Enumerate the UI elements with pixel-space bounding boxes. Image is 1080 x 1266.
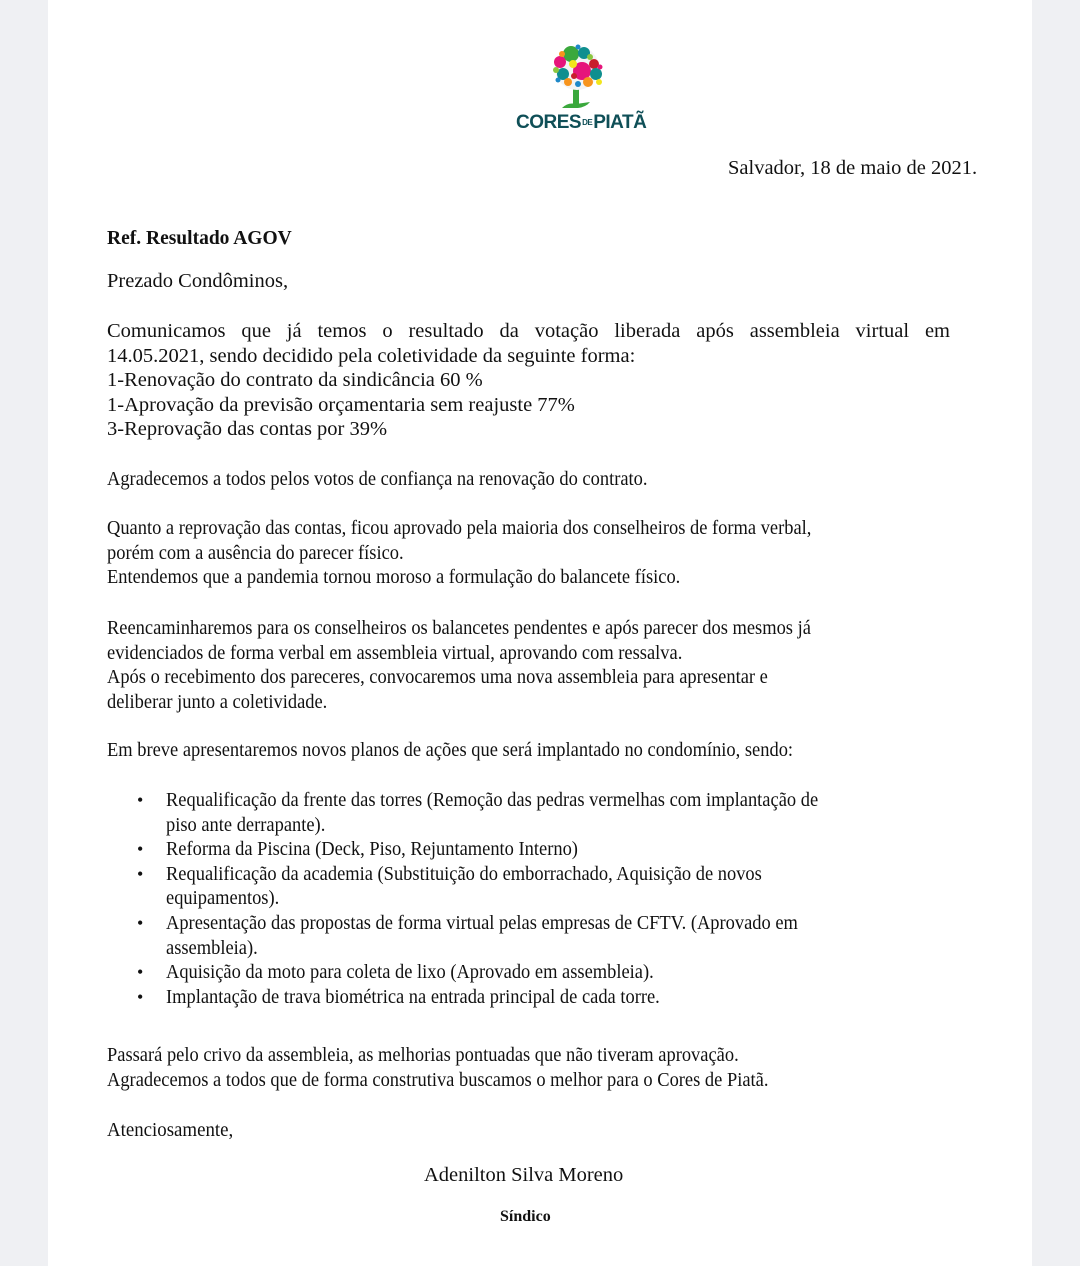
signer-title: Síndico xyxy=(500,1208,551,1225)
signoff-text: Atenciosamente, xyxy=(107,1119,234,1141)
forward-line-2: evidenciados de forma verbal em assembleia virtual, aprovando com ressalva. xyxy=(107,641,683,664)
forward-line-4: deliberar junto a coletividade. xyxy=(107,690,328,713)
list-item xyxy=(107,960,950,985)
plan-text-cont: equipamentos). xyxy=(166,887,280,910)
result-item: 3-Reprovação das contas por 39% xyxy=(107,418,388,441)
result-item: 1-Aprovação da previsão orçamentaria sem reajuste 77% xyxy=(107,393,575,416)
bullet-icon: • xyxy=(137,790,144,810)
forward-line-1: Reencaminharemos para os conselheiros os balancetes pendentes e após parecer dos mesmos já xyxy=(107,617,811,639)
reference-heading: Ref. Resultado AGOV xyxy=(107,228,292,249)
forward-paragraph xyxy=(107,616,889,714)
list-item xyxy=(107,837,950,862)
plans-intro-text: Em breve apresentaremos novos planos de ações que será implantado no condomínio, sendo: xyxy=(107,739,794,761)
list-item xyxy=(107,788,950,837)
accounts-line-2: porém com a ausência do parecer físico. xyxy=(107,541,404,564)
bullet-icon: • xyxy=(137,912,144,933)
plan-text-cont: piso ante derrapante). xyxy=(166,813,326,836)
signer-name: Adenilton Silva Moreno xyxy=(424,1164,624,1186)
bullet-icon: • xyxy=(137,863,144,884)
closing-paragraph xyxy=(107,1043,842,1092)
logo-word-piata: PIATÃ xyxy=(593,112,647,133)
accounts-paragraph xyxy=(107,516,890,590)
tree-logo-icon xyxy=(516,40,638,115)
bullet-icon: • xyxy=(137,839,144,860)
list-item xyxy=(107,985,950,1010)
intro-line-2: 14.05.2021, sendo decidido pela coletividade da seguinte forma: xyxy=(107,344,636,367)
plan-text: Requalificação da frente das torres (Remoção das pedras vermelhas com implantação de xyxy=(166,789,819,811)
intro-line-1: Comunicamos que já temos o resultado da votação liberada após assembleia virtual em xyxy=(107,320,950,342)
cores-de-piata-logo xyxy=(516,40,647,140)
action-plans-list xyxy=(107,788,950,1009)
forward-line-3: Após o recebimento dos pareceres, convocaremos uma nova assembleia para apresentar e xyxy=(107,666,768,689)
thanks-text: Agradecemos a todos pelos votos de confiança na renovação do contrato. xyxy=(107,468,648,490)
document-page xyxy=(48,0,1032,1266)
closing-line-1: Passará pelo crivo da assembleia, as melhorias pontuadas que não tiveram aprovação. xyxy=(107,1044,739,1066)
logo-wordmark xyxy=(516,112,647,134)
greeting: Prezado Condôminos, xyxy=(107,270,289,292)
plan-text: Aquisição da moto para coleta de lixo (Aprovado em assembleia). xyxy=(166,961,654,984)
accounts-line-3: Entendemos que a pandemia tornou moroso a formulação do balancete físico. xyxy=(107,566,681,589)
plan-text: Apresentação das propostas de forma virtual pelas empresas de CFTV. (Aprovado em xyxy=(166,911,798,934)
signoff xyxy=(107,1118,244,1143)
list-item xyxy=(107,862,950,911)
plan-text: Requalificação da academia (Substituição do emborrachado, Aquisição de novos xyxy=(166,862,762,885)
intro-paragraph xyxy=(107,319,950,442)
plan-text: Reforma da Piscina (Deck, Piso, Rejuntamento Interno) xyxy=(166,838,578,861)
plan-text-cont: assembleia). xyxy=(166,936,258,959)
logo-word-cores: CORES xyxy=(516,112,582,133)
plans-intro xyxy=(107,738,869,763)
logo-word-de: DE xyxy=(582,118,593,128)
date-line: Salvador, 18 de maio de 2021. xyxy=(728,157,978,179)
bullet-icon: • xyxy=(137,986,144,1007)
accounts-line-1: Quanto a reprovação das contas, ficou aprovado pela maioria dos conselheiros de forma verbal, xyxy=(107,517,812,539)
bullet-icon: • xyxy=(137,962,144,983)
thanks-paragraph xyxy=(107,467,708,492)
list-item xyxy=(107,911,950,960)
result-item: 1-Renovação do contrato da sindicância 60 % xyxy=(107,369,483,392)
plan-text: Implantação de trava biométrica na entrada principal de cada torre. xyxy=(166,985,660,1008)
closing-line-2: Agradecemos a todos que de forma construtiva buscamos o melhor para o Cores de Piatã. xyxy=(107,1068,769,1091)
